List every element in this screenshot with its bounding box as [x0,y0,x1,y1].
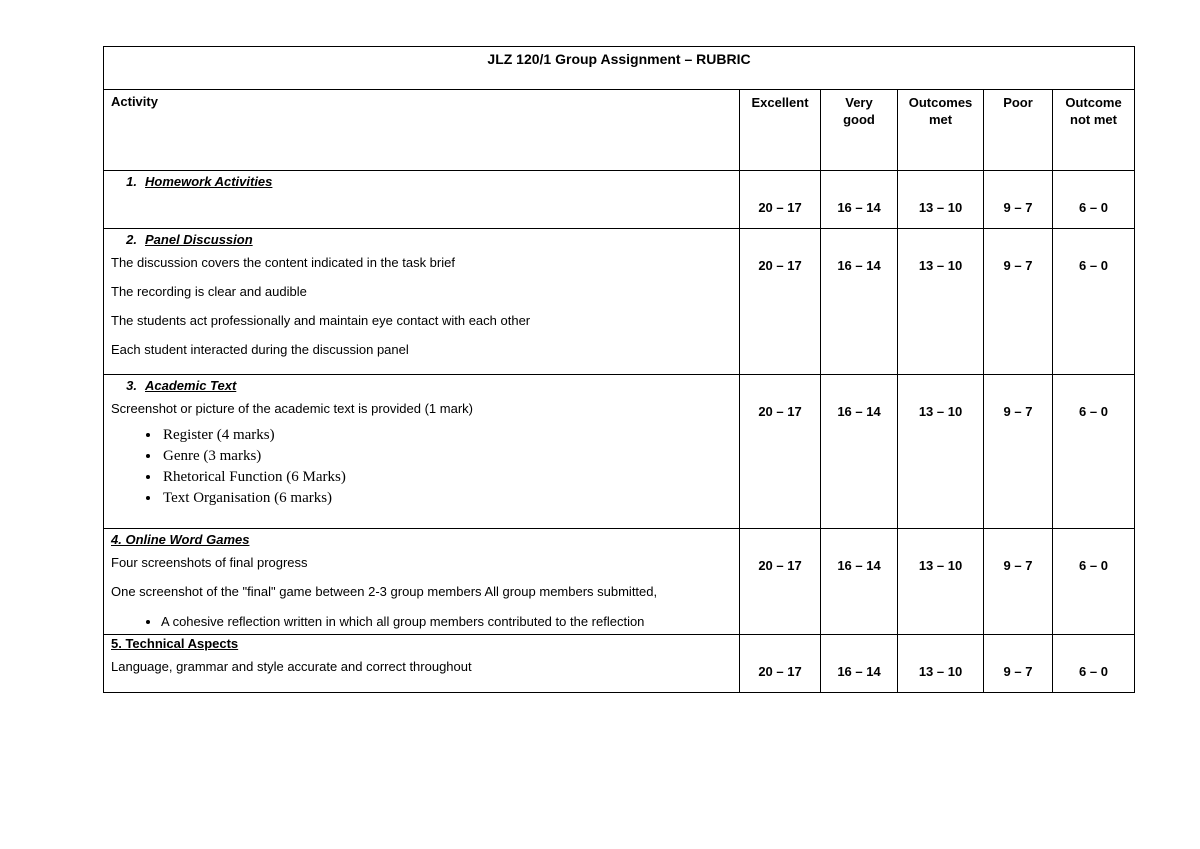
section-academic-row [104,375,1135,529]
score-not-met: 6 – 0 [1053,375,1135,529]
score-excellent: 20 – 17 [740,635,821,693]
section-homework: 1. Homework Activities [104,171,740,229]
section-title: Homework Activities [145,174,273,189]
rubric-table [103,46,1135,693]
list-item: • A cohesive reflection written in which all group members contributed to the reflection [161,613,739,630]
score-very-good: 16 – 14 [821,229,898,375]
criterion: Four screenshots of final progress [111,555,308,570]
header-very-good: Very good [821,90,898,171]
score-not-met: 6 – 0 [1053,171,1135,229]
marks-list [111,425,739,509]
list-item: • Genre (3 marks) [161,446,739,467]
score-not-met: 6 – 0 [1053,529,1135,635]
score-excellent: 20 – 17 [740,529,821,635]
score-outcomes-met: 13 – 10 [898,529,984,635]
section-panel-row [104,229,1135,375]
section-title: 4. Online Word Games [111,532,250,547]
header-row [104,90,1135,171]
section-word-games-row [104,529,1135,635]
section-technical-aspects [104,635,740,693]
score-outcomes-met: 13 – 10 [898,171,984,229]
score-poor: 9 – 7 [984,635,1053,693]
section-online-word-games [104,529,740,635]
header-excellent: Excellent [740,90,821,171]
score-outcomes-met: 13 – 10 [898,375,984,529]
header-outcome-not-met: Outcome not met [1053,90,1135,171]
score-outcomes-met: 13 – 10 [898,229,984,375]
score-poor: 9 – 7 [984,171,1053,229]
score-very-good: 16 – 14 [821,635,898,693]
section-academic-text: 3. Academic Text Screenshot or picture of the academic text is provided (1 mark) • Register (4 marks) • Genre (3 marks) • Rhetorical Function (6 Marks) • Text Organisation (6 marks) [104,375,740,529]
section-technical-row [104,635,1135,693]
score-very-good: 16 – 14 [821,171,898,229]
reflection-list [111,613,739,630]
score-very-good: 16 – 14 [821,529,898,635]
header-activity: Activity [104,90,740,171]
criterion: The discussion covers the content indicated in the task brief [111,255,455,270]
section-title: Academic Text [145,378,237,393]
header-outcomes-met: Outcomes met [898,90,984,171]
criterion: Screenshot or picture of the academic text is provided (1 mark) [111,401,473,416]
section-homework-row [104,171,1135,229]
list-item: • Rhetorical Function (6 Marks) [161,467,739,488]
section-title: 5. Technical Aspects [111,636,239,651]
score-poor: 9 – 7 [984,375,1053,529]
score-not-met: 6 – 0 [1053,635,1135,693]
score-outcomes-met: 13 – 10 [898,635,984,693]
score-excellent: 20 – 17 [740,229,821,375]
criterion: Each student interacted during the discussion panel [111,342,409,357]
score-poor: 9 – 7 [984,529,1053,635]
score-excellent: 20 – 17 [740,171,821,229]
criterion: The recording is clear and audible [111,284,307,299]
score-excellent: 20 – 17 [740,375,821,529]
criterion: Language, grammar and style accurate and correct throughout [111,659,472,674]
score-not-met: 6 – 0 [1053,229,1135,375]
score-very-good: 16 – 14 [821,375,898,529]
score-poor: 9 – 7 [984,229,1053,375]
criterion: The students act professionally and maintain eye contact with each other [111,313,531,328]
list-item: • Text Organisation (6 marks) [161,488,739,509]
criterion: One screenshot of the "final" game between 2-3 group members All group members submitted, [111,584,658,599]
rubric-title: JLZ 120/1 Group Assignment – RUBRIC [104,47,1135,90]
section-title: Panel Discussion [145,232,253,247]
list-item: • Register (4 marks) [161,425,739,446]
section-panel-discussion: 2. Panel Discussion The discussion covers the content indicated in the task brief The recording is clear and audible The students act professionally and maintain eye contact with each other Each student interacted during the discussion panel [104,229,740,375]
header-poor: Poor [984,90,1053,171]
